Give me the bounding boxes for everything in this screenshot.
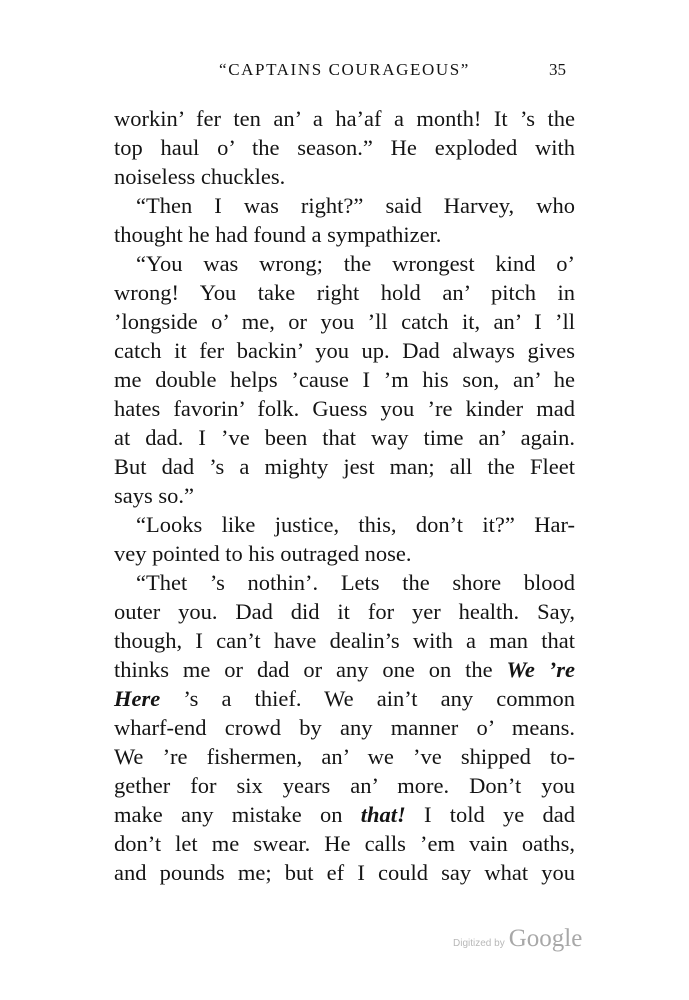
page-number: 35: [549, 60, 566, 79]
text-line: [114, 452, 575, 481]
text-segment: make any mistake on: [114, 802, 361, 827]
text-line: [114, 742, 575, 771]
body-text: [114, 104, 575, 887]
emphasized-text: We ’re: [506, 657, 575, 682]
text-line: [114, 771, 575, 800]
text-segment: wrong! You take right hold an’ pitch in: [114, 280, 575, 305]
text-segment: I told ye dad: [405, 802, 575, 827]
text-segment: me double helps ’cause I ’m his son, an’ he: [114, 367, 575, 392]
text-line: [114, 684, 575, 713]
text-segment: outer you. Dad did it for yer health. Say,: [114, 599, 575, 624]
text-segment: though, I can’t have dealin’s with a man that: [114, 628, 575, 653]
text-segment: thought he had found a sympathizer.: [114, 222, 442, 247]
watermark-prefix: Digitized by: [453, 938, 505, 949]
text-line: [114, 191, 575, 220]
text-line: [114, 220, 575, 249]
text-segment: We ’re fishermen, an’ we ’ve shipped to-: [114, 744, 575, 769]
text-line: [114, 829, 575, 858]
emphasized-text: Here: [114, 686, 161, 711]
text-segment: “Looks like justice, this, don’t it?” Har-: [136, 512, 575, 537]
text-line: [114, 713, 575, 742]
text-segment: says so.”: [114, 483, 194, 508]
text-line: [114, 858, 575, 887]
text-segment: workin’ fer ten an’ a ha’af a month! It ’s the: [114, 106, 575, 131]
text-segment: “Then I was right?” said Harvey, who: [136, 193, 575, 218]
text-segment: But dad ’s a mighty jest man; all the Fleet: [114, 454, 575, 479]
text-line: [114, 249, 575, 278]
text-line: [114, 278, 575, 307]
text-segment: hates favorin’ folk. Guess you ’re kinder mad: [114, 396, 575, 421]
text-segment: vey pointed to his outraged nose.: [114, 541, 412, 566]
text-segment: “Thet ’s nothin’. Lets the shore blood: [136, 570, 575, 595]
text-segment: ’s a thief. We ain’t any common: [160, 686, 575, 711]
text-segment: catch it fer backin’ you up. Dad always gives: [114, 338, 575, 363]
text-segment: don’t let me swear. He calls ’em vain oaths,: [114, 831, 575, 856]
text-line: [114, 365, 575, 394]
digitized-by-google-watermark: [453, 925, 582, 953]
text-segment: ’longside o’ me, or you ’ll catch it, an’ I ’ll: [114, 309, 575, 334]
text-line: [114, 539, 575, 568]
text-segment: thinks me or dad or any one on the: [114, 657, 507, 682]
text-line: [114, 162, 575, 191]
emphasized-text: that!: [360, 802, 406, 827]
text-line: [114, 510, 575, 539]
text-line: [114, 133, 575, 162]
text-line: [114, 800, 575, 829]
text-segment: and pounds me; but ef I could say what you: [114, 860, 575, 885]
text-line: [114, 481, 575, 510]
text-line: [114, 568, 575, 597]
running-title: “CAPTAINS COURAGEOUS”: [219, 60, 470, 79]
text-segment: noiseless chuckles.: [114, 164, 286, 189]
text-segment: “You was wrong; the wrongest kind o’: [136, 251, 575, 276]
text-line: [114, 336, 575, 365]
text-line: [114, 423, 575, 452]
text-line: [114, 307, 575, 336]
text-segment: top haul o’ the season.” He exploded with: [114, 135, 575, 160]
text-segment: at dad. I ’ve been that way time an’ again.: [114, 425, 575, 450]
watermark-brand: Google: [508, 925, 583, 952]
text-line: [114, 655, 575, 684]
text-segment: wharf-end crowd by any manner o’ means.: [114, 715, 575, 740]
text-line: [114, 626, 575, 655]
text-segment: gether for six years an’ more. Don’t you: [114, 773, 575, 798]
text-line: [114, 104, 575, 133]
text-line: [114, 394, 575, 423]
text-line: [114, 597, 575, 626]
